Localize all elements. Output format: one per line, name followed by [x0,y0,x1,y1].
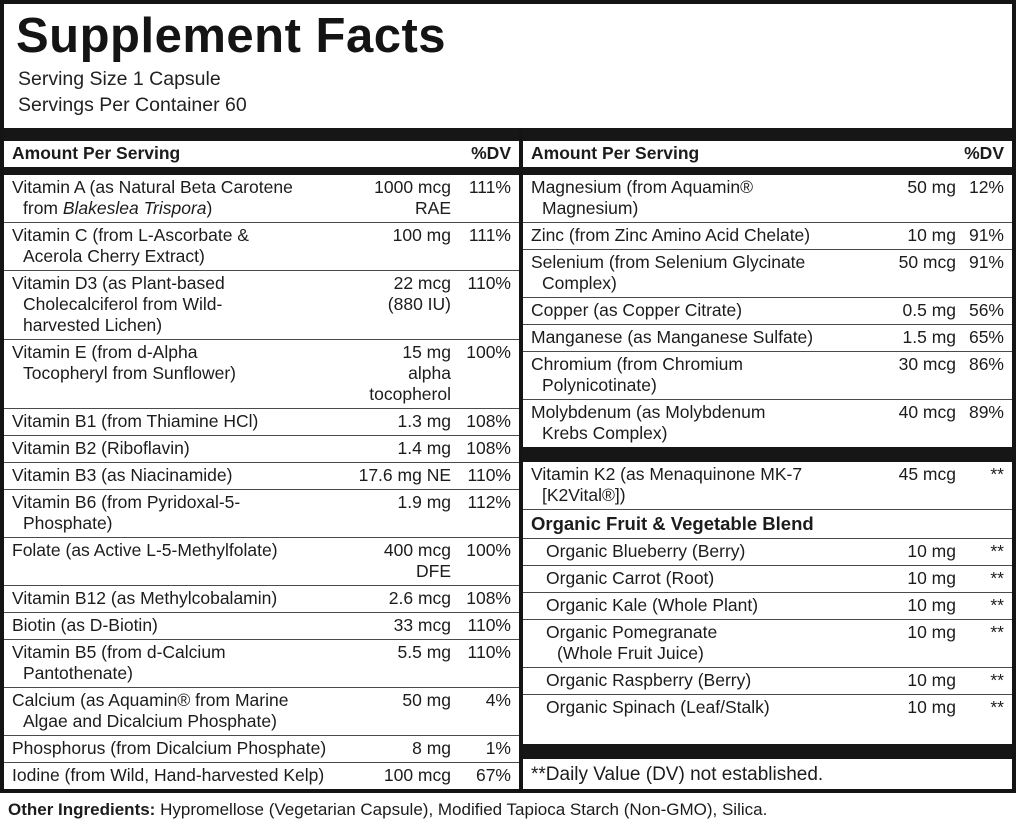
nutrient-dv: ** [990,464,1004,485]
column-spacer [523,721,1012,744]
nutrient-name: Vitamin B5 (from d-Calcium Pantothenate) [12,642,226,684]
nutrient-amount: 8 mg [412,738,451,759]
nutrient-amount: 10 mg [907,622,956,643]
nutrient-name: Vitamin C (from L-Ascorbate & Acerola Cherry Extract) [12,225,249,267]
header-bar-top-left [4,128,519,141]
nutrient-name: Organic Blueberry (Berry) [546,541,746,562]
nutrient-row-calcium [4,687,519,735]
serving-info [16,61,1000,126]
nutrient-amount: 10 mg [907,670,956,691]
nutrient-row-organic-raspberry [523,667,1012,694]
nutrient-dv: 1% [485,738,511,759]
nutrient-row-vitamin-b2 [4,435,519,462]
nutrient-dv: 4% [485,690,511,711]
nutrient-dv: 108% [466,438,511,459]
nutrient-name: Molybdenum (as Molybdenum Krebs Complex) [531,402,766,444]
other-ingredients-label: Other Ingredients: [8,800,156,820]
nutrient-name: Organic Raspberry (Berry) [546,670,752,691]
nutrient-amount: 40 mcg [898,402,956,423]
nutrient-amount: 10 mg [907,568,956,589]
nutrient-amount: 100 mcg [383,765,451,786]
nutrient-name: Copper (as Copper Citrate) [531,300,743,321]
label-header [4,4,1012,128]
nutrient-name: Calcium (as Aquamin® from Marine Algae and Dicalcium Phosphate) [12,690,289,732]
nutrient-row-molybdenum [523,399,1012,447]
header-bar-bottom-left [4,167,519,175]
nutrient-dv: 91% [968,225,1004,246]
nutrient-dv: 110% [467,465,511,486]
amount-per-serving-header: Amount Per Serving [12,143,181,164]
label-title: Supplement Facts [16,9,447,63]
nutrient-row-manganese [523,324,1012,351]
nutrient-dv: ** [990,622,1004,643]
nutrient-dv: 56% [968,300,1004,321]
nutrient-name: Selenium (from Selenium Glycinate Complex) [531,252,806,294]
nutrient-name: Vitamin B2 (Riboflavin) [12,438,190,459]
nutrient-amount: 50 mg [402,690,451,711]
dv-footnote: **Daily Value (DV) not established. [531,764,824,786]
nutrient-dv: ** [990,670,1004,691]
nutrient-amount: 30 mcg [898,354,956,375]
nutrient-name: Vitamin E (from d-Alpha Tocopheryl from Sunflower) [12,342,236,384]
nutrient-row-vitamin-b1 [4,408,519,435]
nutrient-name: Chromium (from Chromium Polynicotinate) [531,354,743,396]
nutrient-row-organic-carrot [523,565,1012,592]
nutrient-dv: 89% [968,402,1004,423]
right-column [523,128,1012,789]
nutrient-amount: 1.4 mg [397,438,451,459]
nutrient-dv: 108% [466,588,511,609]
nutrient-dv: 111% [468,225,511,246]
nutrient-dv: 86% [968,354,1004,375]
nutrient-dv: ** [990,568,1004,589]
nutrient-name: Organic Carrot (Root) [546,568,715,589]
footnote-bar [523,744,1012,759]
nutrient-amount: 1000 mcg RAE [374,177,451,219]
nutrient-row-organic-kale [523,592,1012,619]
nutrient-name: Organic Pomegranate (Whole Fruit Juice) [546,622,718,664]
nutrient-dv: 108% [466,411,511,432]
nutrient-name: Vitamin D3 (as Plant-based Cholecalciferol from Wild-harvested Lichen) [12,273,225,336]
dv-header: %DV [964,143,1004,164]
nutrient-row-vitamin-b6 [4,489,519,537]
nutrient-amount: 0.5 mg [902,300,956,321]
nutrient-row-organic-blueberry [523,538,1012,565]
nutrient-dv: 12% [968,177,1004,198]
nutrient-row-magnesium [523,175,1012,222]
nutrient-amount: 1.3 mg [397,411,451,432]
dv-header: %DV [471,143,511,164]
nutrient-dv: 67% [475,765,511,786]
nutrient-name: Vitamin B3 (as Niacinamide) [12,465,233,486]
nutrient-name: Vitamin B1 (from Thiamine HCl) [12,411,259,432]
nutrient-row-selenium [523,249,1012,297]
nutrient-row-vitamin-c [4,222,519,270]
other-ingredients [0,793,1024,820]
nutrient-row-vitamin-k2 [523,462,1012,509]
nutrient-name: Magnesium (from Aquamin® Magnesium) [531,177,754,219]
nutrient-row-phosphorus [4,735,519,762]
nutrient-row-iodine [4,762,519,789]
left-column-header [4,141,519,167]
nutrient-row-vitamin-b3 [4,462,519,489]
other-ingredients-text: Hypromellose (Vegetarian Capsule), Modified Tapioca Starch (Non-GMO), Silica. [155,800,768,820]
nutrient-row-vitamin-d3 [4,270,519,339]
nutrient-dv: 100% [466,540,511,561]
nutrient-row-vitamin-a [4,175,519,222]
nutrient-row-zinc [523,222,1012,249]
nutrient-row-vitamin-b12 [4,585,519,612]
serving-size: Serving Size 1 Capsule [18,68,221,90]
nutrient-name: Folate (as Active L-5-Methylfolate) [12,540,278,561]
nutrient-row-chromium [523,351,1012,399]
nutrient-row-organic-spinach [523,694,1012,721]
nutrient-row-biotin [4,612,519,639]
left-rows [4,175,519,789]
nutrient-amount: 15 mg alpha tocopherol [369,342,451,405]
nutrient-dv: 111% [468,177,511,198]
nutrient-amount: 10 mg [907,697,956,718]
dv-footnote-row [523,759,1012,789]
nutrient-name: Organic Kale (Whole Plant) [546,595,759,616]
nutrient-name: Manganese (as Manganese Sulfate) [531,327,814,348]
nutrient-amount: 33 mcg [393,615,451,636]
section-bar [523,447,1012,462]
nutrient-amount: 10 mg [907,595,956,616]
nutrient-name: Vitamin A (as Natural Beta Carotene from Blakeslea Trispora) [12,177,293,219]
nutrient-dv: ** [990,595,1004,616]
nutrient-amount: 17.6 mg NE [358,465,451,486]
nutrient-amount: 10 mg [907,225,956,246]
servings-per-container: Servings Per Container 60 [18,93,247,116]
nutrient-dv: 110% [467,615,511,636]
nutrient-amount: 10 mg [907,541,956,562]
nutrient-name: Vitamin K2 (as Menaquinone MK-7 [K2Vital®]) [531,464,803,506]
nutrient-dv: 91% [968,252,1004,273]
nutrient-amount: 1.5 mg [902,327,956,348]
header-bar-bottom-right [523,167,1012,175]
nutrient-name: Biotin (as D-Biotin) [12,615,158,636]
nutrient-amount: 400 mcg DFE [383,540,451,582]
nutrient-name: Organic Spinach (Leaf/Stalk) [546,697,770,718]
nutrient-amount: 1.9 mg [397,492,451,513]
nutrient-row-vitamin-e [4,339,519,408]
left-column [4,128,519,789]
nutrient-amount: 2.6 mcg [388,588,451,609]
nutrient-row-copper [523,297,1012,324]
nutrient-dv: 112% [467,492,511,513]
nutrient-dv: ** [990,541,1004,562]
nutrient-dv: ** [990,697,1004,718]
nutrient-row-folate [4,537,519,585]
nutrient-name: Iodine (from Wild, Hand-harvested Kelp) [12,765,325,786]
latin-species-name: Blakeslea Trispora [62,198,207,219]
nutrient-amount: 50 mcg [898,252,956,273]
nutrient-amount: 100 mg [392,225,451,246]
nutrient-amount: 45 mcg [898,464,956,485]
nutrient-amount: 5.5 mg [397,642,451,663]
right-column-header [523,141,1012,167]
nutrient-row-vitamin-b5 [4,639,519,687]
blend-header: Organic Fruit & Vegetable Blend [531,513,814,535]
nutrient-name: Phosphorus (from Dicalcium Phosphate) [12,738,327,759]
nutrient-amount: 50 mg [907,177,956,198]
nutrient-name: Vitamin B6 (from Pyridoxal-5-Phosphate) [12,492,241,534]
nutrient-dv: 110% [467,273,511,294]
amount-per-serving-header: Amount Per Serving [531,143,700,164]
header-bar-top-right [523,128,1012,141]
nutrient-dv: 100% [466,342,511,363]
nutrient-dv: 110% [467,642,511,663]
nutrient-amount: 22 mcg (880 IU) [387,273,451,315]
nutrient-row-organic-pomegranate [523,619,1012,667]
blend-header-row [523,509,1012,538]
right-rows [523,175,1012,789]
nutrient-dv: 65% [968,327,1004,348]
nutrient-name: Zinc (from Zinc Amino Acid Chelate) [531,225,811,246]
nutrient-name: Vitamin B12 (as Methylcobalamin) [12,588,278,609]
facts-columns [4,128,1012,789]
